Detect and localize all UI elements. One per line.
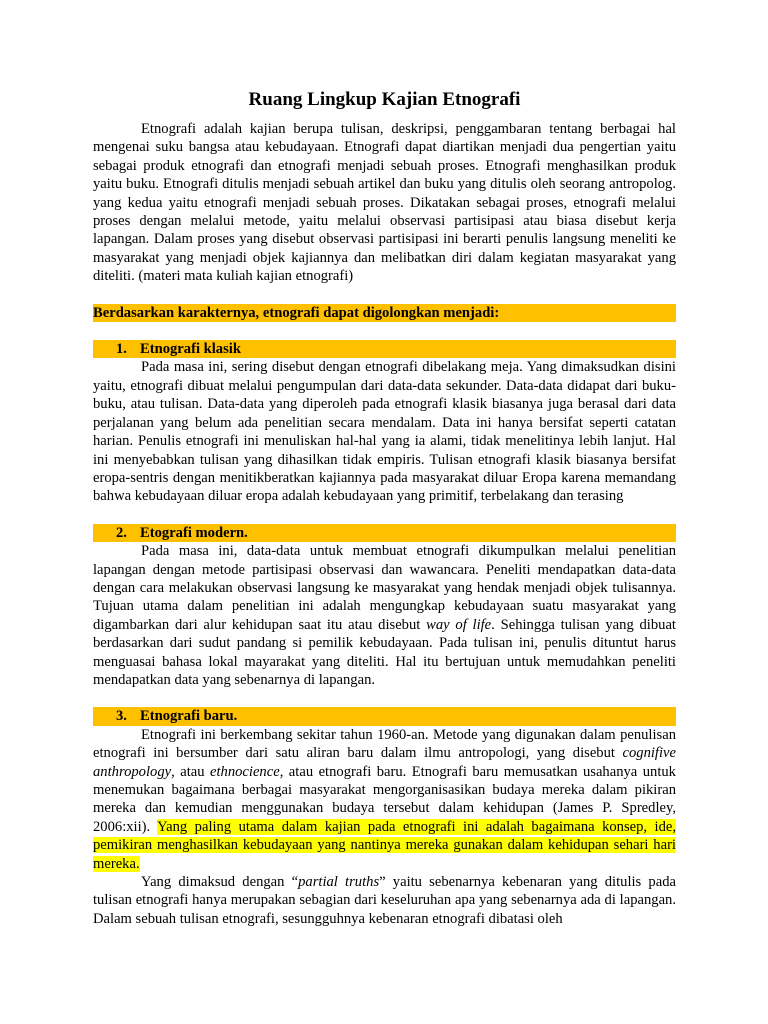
item-heading-etnografi-klasik <box>93 340 676 358</box>
section-heading: Berdasarkan karakternya, etnografi dapat digolongkan menjadi: <box>93 304 676 322</box>
item-body-etnografi-klasik: Pada masa ini, sering disebut dengan etnografi dibelakang meja. Yang dimaksudkan disini yaitu, etnografi dibuat melalui pengumpulan dari data-data sekunder. Data-data didapat dari buku-buku, atau tulisan. Data-data yang diperoleh pada etnografi klasik biasanya juga berasal dari data perjalanan yang belum ada penelitian secara mendalam. Data ini hanya bersifat seperti catatan harian. Penulis etnografi ini menuliskan hal-hal yang ia alami, tidak menelitinya lebih lanjut. Hal ini menyebabkan tulisan yang dihasilkan tidak empiris. Tulisan etnografi klasik biasanya bersifat eropa-sentris dengan menitikberatkan kajiannya pada masyarakat diluar Eropa karena memandang bahwa kebudayaan diluar eropa adalah kebudayaan yang primitif, terbelakang dan terasing <box>93 359 676 505</box>
text-run: , atau etnografi baru. Etnografi baru memusatkan usahanya untuk menemukan bagaimana berbagai masyarakat mengorganisasikan budaya mereka dalam pikiran mereka dan kemudian menggunakan budaya tersebut dalam kehidupan (James P. Spredley, 2006:xii). <box>93 763 676 835</box>
text-run: Yang dimaksud dengan “ <box>141 874 299 891</box>
text-run: ” yaitu sebenarnya kebenaran yang ditulis pada tulisan etnografi hanya merupakan sebagian dari keseluruhan apa yang sebenarnya ada di lapangan. Dalam sebuah tulisan etnografi, sesungguhnya kebenaran etnografi dibatasi oleh <box>93 874 676 927</box>
item-body-partial-truths <box>93 873 676 928</box>
item-body-etografi-modern <box>93 542 676 689</box>
text-run: , atau <box>171 763 210 780</box>
item-heading-etografi-modern <box>93 524 676 542</box>
italic-term: partial truths <box>298 874 380 891</box>
text-run: . Sehingga tulisan yang dibuat berdasarkan dari sudut pandang si pemilik kebudayaan. Pada tulisan ini, penulis dituntut harus menguasai bahasa lokal mayarakat yang diteliti. Hal itu bertujuan untuk memudahkan peneliti mendapatkan data yang sebenarnya di lapangan. <box>93 616 676 688</box>
text-run: Etnografi ini berkembang sekitar tahun 1960-an. Metode yang digunakan dalam penulisan etnografi ini bersumber dari satu aliran baru dalam ilmu antropologi, yang disebut <box>93 726 676 762</box>
italic-term: cognifive anthropology <box>93 745 676 780</box>
highlighted-text: Yang paling utama dalam kajian pada etnografi ini adalah bagaimana konsep, ide, pemikiran menghasilkan kebudayaan yang nantinya mereka gunakan dalam kehidupan sehari hari mereka. <box>93 818 677 872</box>
text-run: Pada masa ini, data-data untuk membuat etnografi dikumpulkan melalui penelitian lapangan dengan metode partisipasi observasi dan wawancara. Peneliti mendapatkan data-data dengan cara melakukan observasi langsung ke masyarakat yang hendak menjadi objek tulisannya. Tujuan utama dalam penelitian ini adalah mengungkap kebudayaan suatu masyarakat yang digambarkan dari alur kehidupan saat itu atau disebut <box>93 543 676 633</box>
item-heading-label: Etografi modern. <box>140 524 248 541</box>
item-heading-etnografi-baru <box>93 707 676 725</box>
item-number: 2. <box>116 524 127 541</box>
italic-term: ethnocience <box>210 763 280 780</box>
intro-paragraph: Etnografi adalah kajian berupa tulisan, deskripsi, penggambaran tentang berbagai hal mengenai suku bangsa atau kebudayaan. Etnografi dapat diartikan menjadi dua pengertian yaitu sebagai produk etnografi dan etnografi menjadi sebuah proses. Etnografi menghasilkan produk yaitu buku. Etnografi ditulis menjadi sebuah artikel dan buku yang ditulis oleh seorang antropolog. yang kedua yaitu etnografi menjadi sebuah proses. Dikatakan sebagai proses, etnografi melalui proses dengan melalui metode, yaitu melalui observasi partisipasi atau biasa disebut kerja lapangan. Dalam proses yang disebut observasi partisipasi ini berarti penulis langsung meneliti ke masyarakat yang menjadi objek kajiannya dan melibatkan diri dalam kegiatan masyarakat yang diteliti. (materi mata kuliah kajian etnografi) <box>93 121 676 285</box>
item-heading-label: Etnografi klasik <box>140 341 241 358</box>
item-number: 1. <box>116 341 127 358</box>
item-number: 3. <box>116 708 127 725</box>
italic-term: way of life <box>426 616 492 633</box>
document-title: Ruang Lingkup Kajian Etnografi <box>248 89 521 110</box>
item-heading-label: Etnografi baru. <box>140 708 238 725</box>
item-body-etnografi-baru <box>93 726 676 873</box>
